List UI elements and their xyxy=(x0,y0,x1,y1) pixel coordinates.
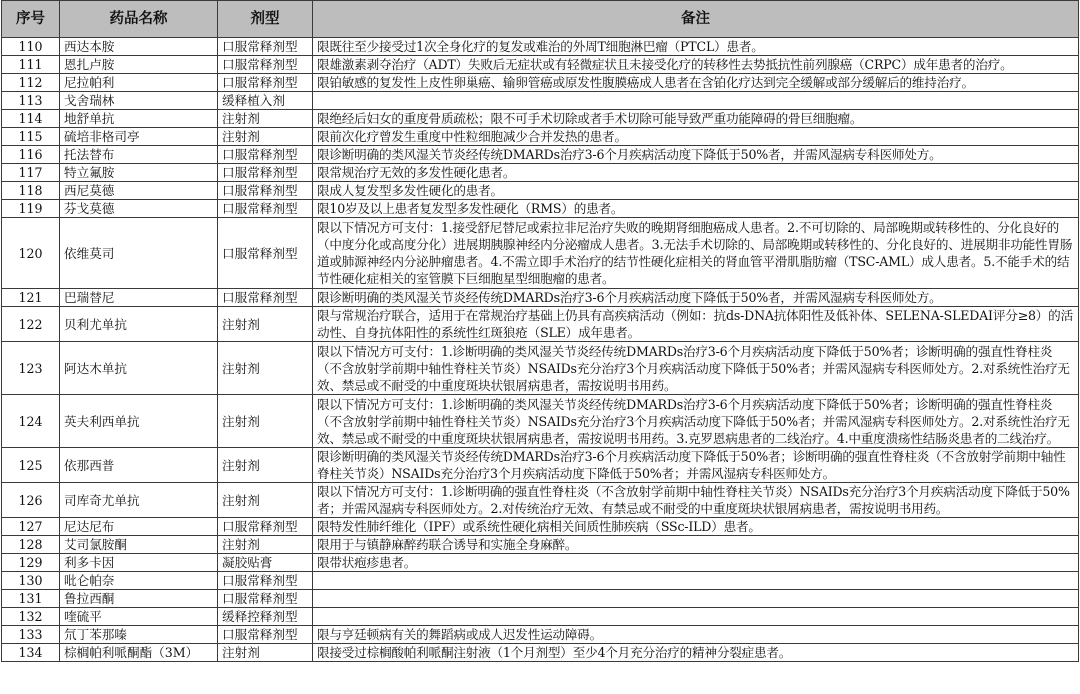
cell-note: 限绝经后妇女的重度骨质疏松；限不可手术切除或者手术切除可能导致严重功能障碍的骨巨细胞瘤。 xyxy=(313,110,1079,128)
cell-seq: 127 xyxy=(2,518,60,536)
cell-note: 限以下情况方可支付：1.接受舒尼替尼或索拉非尼治疗失败的晚期肾细胞癌成人患者。2.不可切除的、局部晚期或转移性的、分化良好的（中度分化或高度分化）进展期胰腺神经内分泌瘤成人患者。3.无法手术切除的、局部晚期或转移性的、分化良好的、进展期非功能性胃肠道或肺源神经内分泌肿瘤患者。4.不需立即手术治疗的结节性硬化症相关的肾血管平滑肌脂肪瘤（TSC-AML）成人患者。5.不能手术的结节性硬化症相关的室管膜下巨细胞星型细胞瘤的患者。 xyxy=(313,218,1079,289)
table-row xyxy=(2,164,1079,182)
cell-note: 限以下情况方可支付：1.诊断明确的类风湿关节炎经传统DMARDs治疗3-6个月疾病活动度下降低于50%者；诊断明确的强直性脊柱炎（不含放射学前期中轴性脊柱关节炎）NSAIDs充分治疗3个月疾病活动度下降低于50%者；并需风湿病专科医师处方。2.对系统性治疗无效、禁忌或不耐受的中重度斑块状银屑病患者，需按说明书用药。3.克罗恩病患者的二线治疗。4.中重度溃疡性结肠炎患者的二线治疗。 xyxy=(313,395,1079,448)
cell-drug-name: 巴瑞替尼 xyxy=(60,289,218,307)
cell-dosage-form: 口服常释剂型 xyxy=(218,74,313,92)
cell-drug-name: 西尼莫德 xyxy=(60,182,218,200)
cell-drug-name: 鲁拉西酮 xyxy=(60,590,218,608)
cell-note xyxy=(313,572,1079,590)
cell-seq: 116 xyxy=(2,146,60,164)
cell-seq: 122 xyxy=(2,307,60,342)
cell-note xyxy=(313,92,1079,110)
cell-note: 限雄激素剥夺治疗（ADT）失败后无症状或有轻微症状且未接受化疗的转移性去势抵抗性前列腺癌（CRPC）成年患者的治疗。 xyxy=(313,56,1079,74)
cell-drug-name: 吡仑帕奈 xyxy=(60,572,218,590)
cell-note: 限常规治疗无效的多发性硬化患者。 xyxy=(313,164,1079,182)
cell-seq: 121 xyxy=(2,289,60,307)
cell-dosage-form: 口服常释剂型 xyxy=(218,146,313,164)
table-row xyxy=(2,554,1079,572)
header-note: 备注 xyxy=(313,1,1079,38)
cell-dosage-form: 口服常释剂型 xyxy=(218,56,313,74)
cell-seq: 134 xyxy=(2,644,60,662)
cell-seq: 129 xyxy=(2,554,60,572)
cell-note xyxy=(313,608,1079,626)
cell-drug-name: 特立氟胺 xyxy=(60,164,218,182)
cell-seq: 118 xyxy=(2,182,60,200)
header-seq: 序号 xyxy=(2,1,60,38)
cell-drug-name: 棕榈帕利哌酮酯（3M） xyxy=(60,644,218,662)
drug-table xyxy=(1,0,1079,662)
cell-note: 限前次化疗曾发生重度中性粒细胞减少合并发热的患者。 xyxy=(313,128,1079,146)
cell-note: 限铂敏感的复发性上皮性卵巢癌、输卵管癌或原发性腹膜癌成人患者在含铂化疗达到完全缓解或部分缓解后的维持治疗。 xyxy=(313,74,1079,92)
cell-note: 限诊断明确的类风湿关节炎经传统DMARDs治疗3-6个月疾病活动度下降低于50%者；诊断明确的强直性脊柱炎（不含放射学前期中轴性脊柱关节炎）NSAIDs充分治疗3个月疾病活动度下降低于50%者；并需风湿病专科医师处方。 xyxy=(313,448,1079,483)
cell-note: 限10岁及以上患者复发型多发性硬化（RMS）的患者。 xyxy=(313,200,1079,218)
cell-dosage-form: 注射剂 xyxy=(218,307,313,342)
cell-drug-name: 戈舍瑞林 xyxy=(60,92,218,110)
cell-drug-name: 氘丁苯那嗪 xyxy=(60,626,218,644)
cell-dosage-form: 口服常释剂型 xyxy=(218,626,313,644)
cell-drug-name: 阿达木单抗 xyxy=(60,342,218,395)
table-row xyxy=(2,572,1079,590)
cell-seq: 110 xyxy=(2,38,60,56)
table-header-row xyxy=(2,1,1079,38)
cell-dosage-form: 口服常释剂型 xyxy=(218,218,313,289)
cell-seq: 126 xyxy=(2,483,60,518)
table-row xyxy=(2,218,1079,289)
cell-drug-name: 喹硫平 xyxy=(60,608,218,626)
cell-seq: 111 xyxy=(2,56,60,74)
cell-dosage-form: 注射剂 xyxy=(218,448,313,483)
cell-dosage-form: 注射剂 xyxy=(218,644,313,662)
cell-drug-name: 芬戈莫德 xyxy=(60,200,218,218)
cell-seq: 114 xyxy=(2,110,60,128)
cell-seq: 120 xyxy=(2,218,60,289)
cell-note: 限特发性肺纤维化（IPF）或系统性硬化病相关间质性肺疾病（SSc-ILD）患者。 xyxy=(313,518,1079,536)
cell-note: 限诊断明确的类风湿关节炎经传统DMARDs治疗3-6个月疾病活动度下降低于50%者，并需风湿病专科医师处方。 xyxy=(313,146,1079,164)
cell-note: 限以下情况方可支付：1.诊断明确的类风湿关节炎经传统DMARDs治疗3-6个月疾病活动度下降低于50%者；诊断明确的强直性脊柱炎（不含放射学前期中轴性脊柱关节炎）NSAIDs充分治疗3个月疾病活动度下降低于50%者；并需风湿病专科医师处方。2.对系统性治疗无效、禁忌或不耐受的中重度斑块状银屑病患者，需按说明书用药。 xyxy=(313,342,1079,395)
cell-dosage-form: 口服常释剂型 xyxy=(218,200,313,218)
table-row xyxy=(2,626,1079,644)
table-row xyxy=(2,395,1079,448)
table-row xyxy=(2,342,1079,395)
cell-note: 限与常规治疗联合，适用于在常规治疗基础上仍具有高疾病活动（例如：抗ds-DNA抗体阳性及低补体、SELENA-SLEDAI评分≥8）的活动性、自身抗体阳性的系统性红斑狼疮（SLE）成年患者。 xyxy=(313,307,1079,342)
table-row xyxy=(2,92,1079,110)
cell-note: 限成人复发型多发性硬化的患者。 xyxy=(313,182,1079,200)
cell-seq: 125 xyxy=(2,448,60,483)
cell-dosage-form: 口服常释剂型 xyxy=(218,590,313,608)
cell-seq: 131 xyxy=(2,590,60,608)
cell-drug-name: 尼达尼布 xyxy=(60,518,218,536)
cell-seq: 133 xyxy=(2,626,60,644)
cell-seq: 124 xyxy=(2,395,60,448)
header-name: 药品名称 xyxy=(60,1,218,38)
cell-drug-name: 利多卡因 xyxy=(60,554,218,572)
cell-dosage-form: 口服常释剂型 xyxy=(218,572,313,590)
cell-seq: 115 xyxy=(2,128,60,146)
table-row xyxy=(2,448,1079,483)
cell-dosage-form: 缓释植入剂 xyxy=(218,92,313,110)
cell-note: 限既往至少接受过1次全身化疗的复发或难治的外周T细胞淋巴瘤（PTCL）患者。 xyxy=(313,38,1079,56)
cell-drug-name: 西达本胺 xyxy=(60,38,218,56)
table-row xyxy=(2,536,1079,554)
cell-dosage-form: 注射剂 xyxy=(218,110,313,128)
table-row xyxy=(2,590,1079,608)
cell-seq: 117 xyxy=(2,164,60,182)
table-row xyxy=(2,200,1079,218)
cell-dosage-form: 口服常释剂型 xyxy=(218,164,313,182)
table-row xyxy=(2,518,1079,536)
cell-dosage-form: 注射剂 xyxy=(218,128,313,146)
cell-seq: 132 xyxy=(2,608,60,626)
cell-drug-name: 贝利尤单抗 xyxy=(60,307,218,342)
cell-drug-name: 艾司氯胺酮 xyxy=(60,536,218,554)
cell-drug-name: 硫培非格司亭 xyxy=(60,128,218,146)
table-row xyxy=(2,289,1079,307)
cell-note: 限以下情况方可支付：1.诊断明确的强直性脊柱炎（不含放射学前期中轴性脊柱关节炎）NSAIDs充分治疗3个月疾病活动度下降低于50%者；并需风湿病专科医师处方。2.对传统治疗无效、有禁忌或不耐受的中重度斑块状银屑病患者，需按说明书用药。 xyxy=(313,483,1079,518)
cell-seq: 130 xyxy=(2,572,60,590)
cell-dosage-form: 缓释控释剂型 xyxy=(218,608,313,626)
cell-drug-name: 尼拉帕利 xyxy=(60,74,218,92)
table-row xyxy=(2,483,1079,518)
cell-seq: 112 xyxy=(2,74,60,92)
cell-drug-name: 依维莫司 xyxy=(60,218,218,289)
cell-dosage-form: 口服常释剂型 xyxy=(218,289,313,307)
cell-dosage-form: 凝胶贴膏 xyxy=(218,554,313,572)
cell-dosage-form: 注射剂 xyxy=(218,536,313,554)
table-row xyxy=(2,128,1079,146)
cell-dosage-form: 口服常释剂型 xyxy=(218,518,313,536)
cell-seq: 113 xyxy=(2,92,60,110)
cell-dosage-form: 口服常释剂型 xyxy=(218,38,313,56)
table-row xyxy=(2,56,1079,74)
cell-dosage-form: 注射剂 xyxy=(218,342,313,395)
table-row xyxy=(2,307,1079,342)
table-row xyxy=(2,644,1079,662)
table-row xyxy=(2,146,1079,164)
cell-note: 限用于与镇静麻醉药联合诱导和实施全身麻醉。 xyxy=(313,536,1079,554)
cell-drug-name: 托法替布 xyxy=(60,146,218,164)
cell-drug-name: 英夫利西单抗 xyxy=(60,395,218,448)
cell-dosage-form: 注射剂 xyxy=(218,395,313,448)
cell-seq: 128 xyxy=(2,536,60,554)
table-row xyxy=(2,74,1079,92)
cell-note: 限接受过棕榈酸帕利哌酮注射液（1个月剂型）至少4个月充分治疗的精神分裂症患者。 xyxy=(313,644,1079,662)
cell-note: 限诊断明确的类风湿关节炎经传统DMARDs治疗3-6个月疾病活动度下降低于50%者，并需风湿病专科医师处方。 xyxy=(313,289,1079,307)
cell-note: 限带状疱疹患者。 xyxy=(313,554,1079,572)
cell-note: 限与亨廷顿病有关的舞蹈病或成人迟发性运动障碍。 xyxy=(313,626,1079,644)
cell-dosage-form: 口服常释剂型 xyxy=(218,182,313,200)
cell-drug-name: 依那西普 xyxy=(60,448,218,483)
cell-dosage-form: 注射剂 xyxy=(218,483,313,518)
table-row xyxy=(2,38,1079,56)
cell-drug-name: 地舒单抗 xyxy=(60,110,218,128)
cell-seq: 123 xyxy=(2,342,60,395)
cell-drug-name: 恩扎卢胺 xyxy=(60,56,218,74)
cell-note xyxy=(313,590,1079,608)
table-row xyxy=(2,110,1079,128)
cell-seq: 119 xyxy=(2,200,60,218)
cell-drug-name: 司库奇尤单抗 xyxy=(60,483,218,518)
header-form: 剂型 xyxy=(218,1,313,38)
table-row xyxy=(2,182,1079,200)
table-row xyxy=(2,608,1079,626)
table-body xyxy=(2,38,1079,662)
